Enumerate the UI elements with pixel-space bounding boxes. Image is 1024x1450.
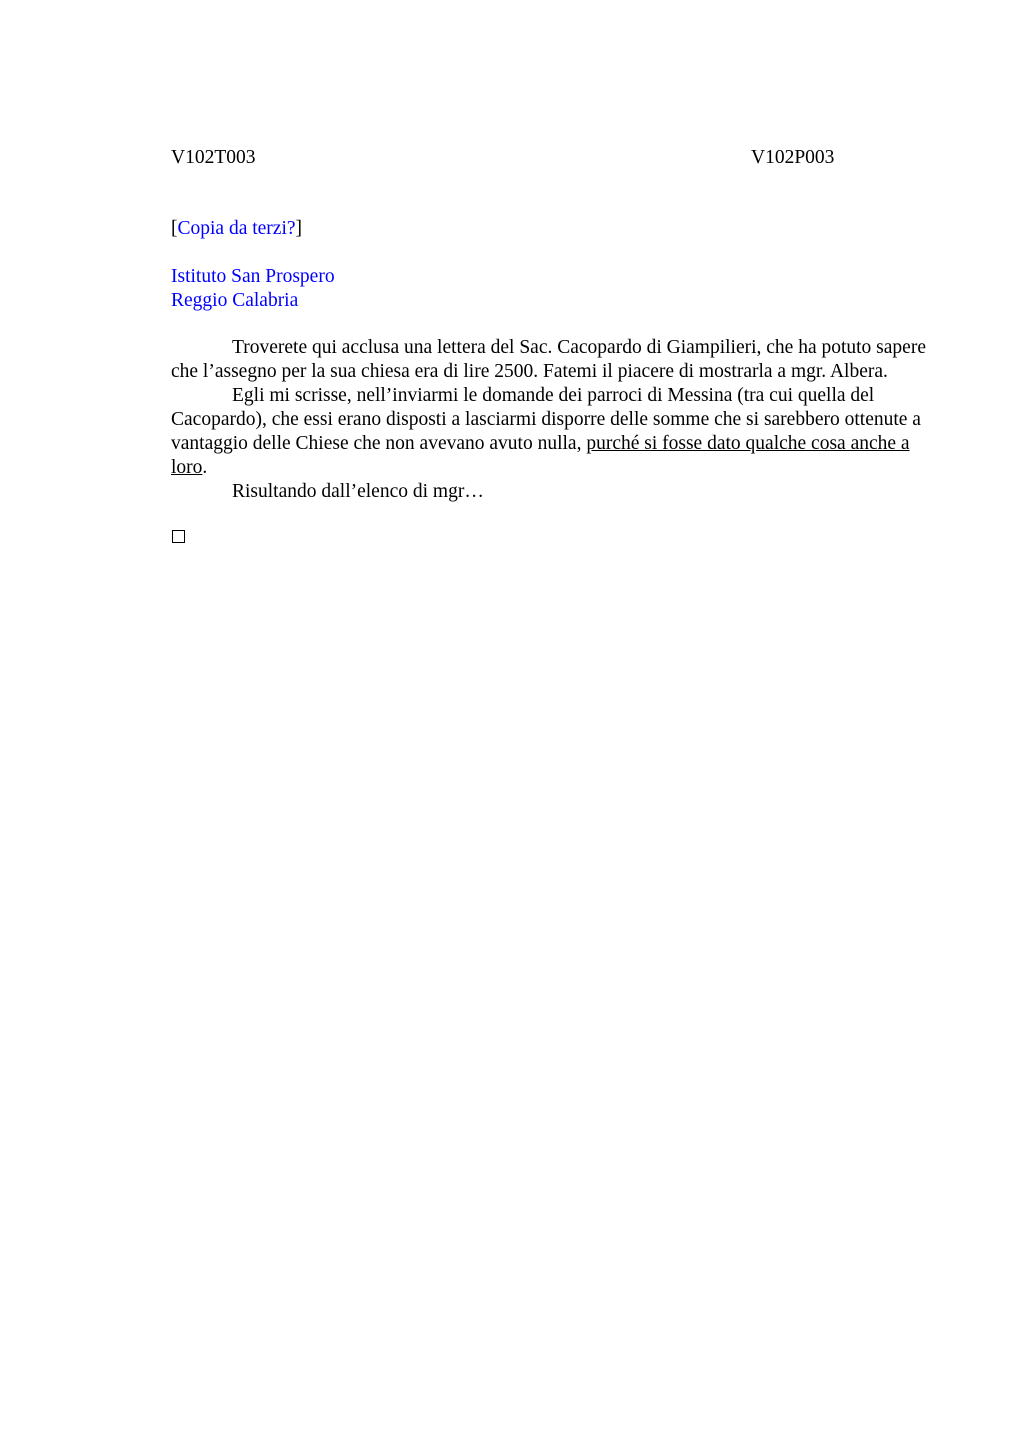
letter-paragraph-1: Troverete qui acclusa una lettera del Sac. Cacopardo di Giampilieri, che ha potuto sapere che l’assegno per la sua chiesa era di lire 2500. Fatemi il piacere di mostrarla a mgr. Albera. xyxy=(171,337,926,382)
note-close-bracket: ] xyxy=(295,218,303,239)
recipient-line-2: Reggio Calabria xyxy=(171,290,299,311)
paragraph-2-text: Egli mi scrisse, nell’inviarmi le domande dei parroci di Messina (tra cui quella del Cacopardo), che essi erano disposti a lasciarmi disporre delle somme che si sarebbero ottenute a vantaggio delle Chiese che non avevano avuto nulla, xyxy=(171,385,921,454)
recipient-line-1: Istituto San Prospero xyxy=(171,266,335,287)
note-open-bracket: [ xyxy=(171,218,178,239)
underlined-phrase: purché si fosse dato qualche cosa anche a loro xyxy=(171,433,910,478)
letter-body xyxy=(171,336,941,504)
end-marker-box-icon xyxy=(172,530,185,543)
editorial-note xyxy=(171,217,302,241)
header-right-code: V102P003 xyxy=(751,147,835,168)
letter-paragraph-2 xyxy=(171,384,941,480)
header-left-code: V102T003 xyxy=(171,147,256,168)
letter-paragraph-3: Risultando dall’elenco di mgr… xyxy=(232,481,484,502)
note-text: Copia da terzi? xyxy=(177,218,296,239)
paragraph-2-end: . xyxy=(202,457,208,478)
